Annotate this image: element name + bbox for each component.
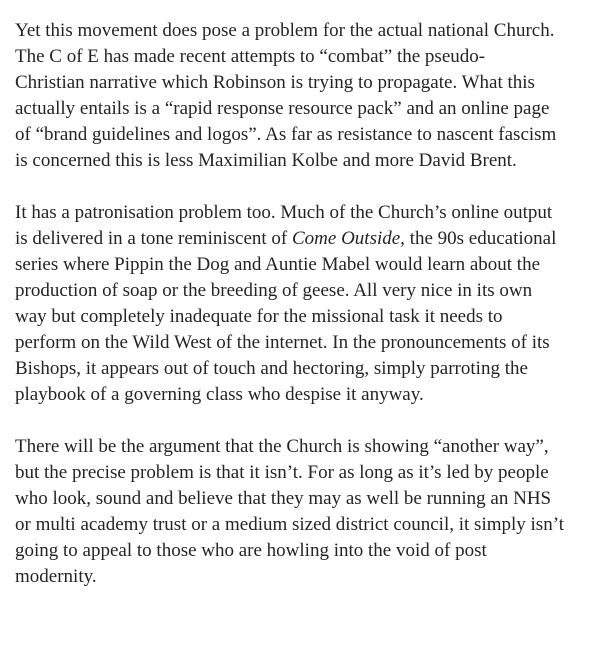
text-line: or multi academy trust or a medium sized district council, it simply isn’t [15, 514, 564, 535]
text-line: going to appeal to those who are howling into the void of post [15, 540, 487, 561]
text-line: of “brand guidelines and logos”. As far as resistance to nascent fascism [15, 124, 557, 145]
text-line: Yet this movement does pose a problem for the actual national Church. [15, 20, 555, 41]
text-segment: is delivered in a tone reminiscent of [15, 228, 292, 249]
paragraph-another-way [15, 434, 599, 590]
text-line: actually entails is a “rapid response resource pack” and an online page [15, 98, 550, 119]
text-line: The C of E has made recent attempts to “combat” the pseudo- [15, 46, 486, 67]
show-title: Come Outside, [292, 228, 405, 249]
text-line: but the precise problem is that it isn’t. For as long as it’s led by people [15, 462, 549, 483]
text-line: production of soap or the breeding of geese. All very nice in its own [15, 280, 533, 301]
text-line: who look, sound and believe that they may as well be running an NHS [15, 488, 552, 509]
text-line: Christian narrative which Robinson is trying to propagate. What this [15, 72, 535, 93]
text-line: Bishops, it appears out of touch and hectoring, simply parroting the [15, 358, 528, 379]
text-line: playbook of a governing class who despise it anyway. [15, 384, 424, 405]
paragraph-patronisation [15, 200, 599, 408]
text-line: way but completely inadequate for the missional task it needs to [15, 306, 503, 327]
text-line: It has a patronisation problem too. Much of the Church’s online output [15, 202, 553, 223]
text-line: is concerned this is less Maximilian Kolbe and more David Brent. [15, 150, 517, 171]
text-line: perform on the Wild West of the internet. In the pronouncements of its [15, 332, 550, 353]
text-line-with-title [15, 226, 599, 252]
text-line: modernity. [15, 566, 97, 587]
text-line: series where Pippin the Dog and Auntie Mabel would learn about the [15, 254, 541, 275]
text-line: There will be the argument that the Church is showing “another way”, [15, 436, 549, 457]
text-segment: the 90s educational [404, 228, 557, 249]
paragraph-church-problem [15, 18, 599, 174]
